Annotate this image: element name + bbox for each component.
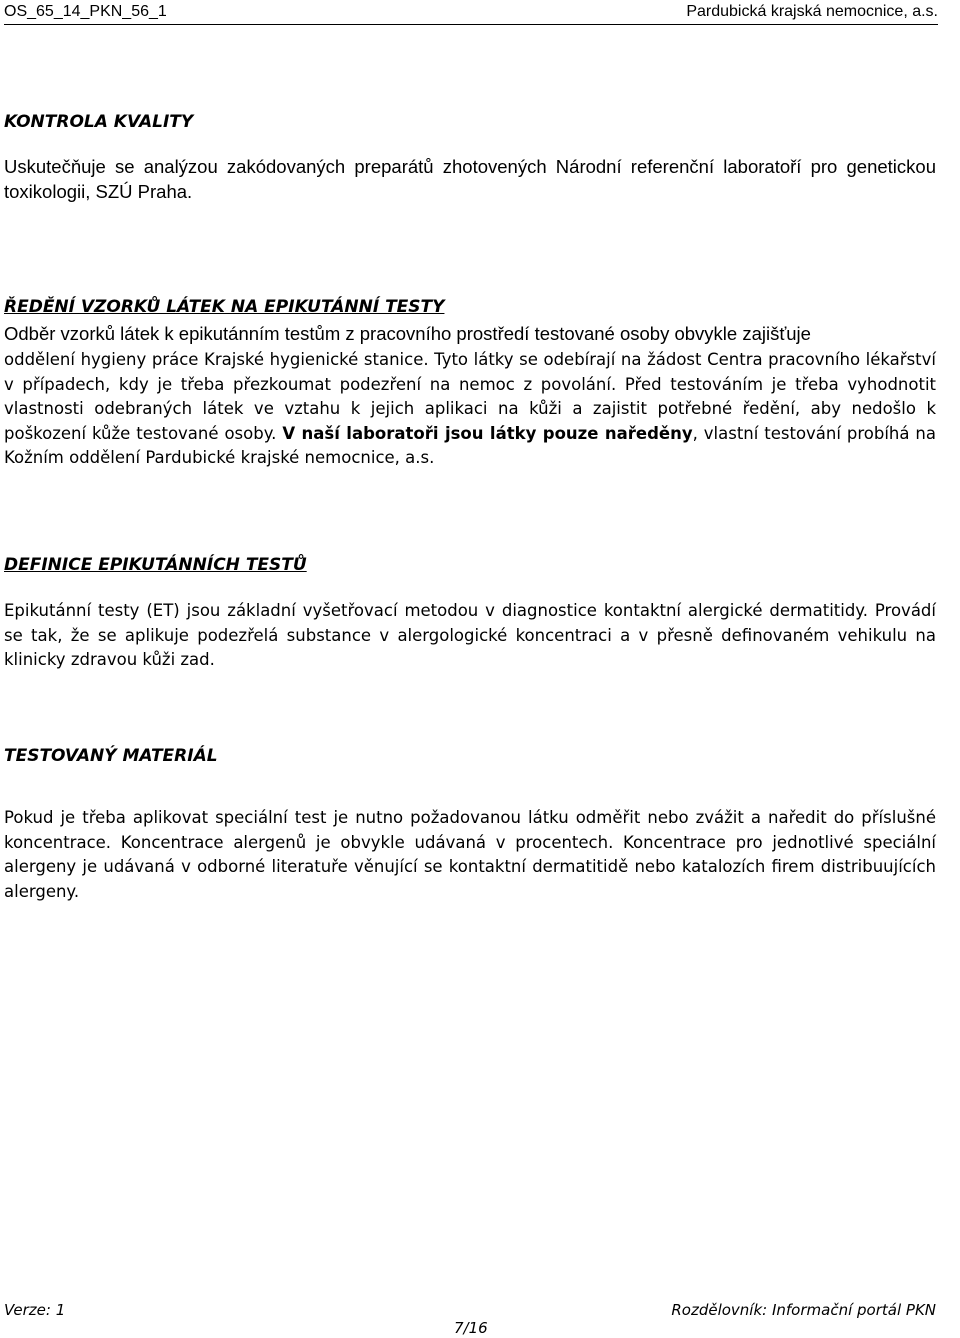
redeni-body-bold: V naší laboratoři jsou látky pouze naředěny	[282, 423, 693, 443]
document-code: OS_65_14_PKN_56_1	[4, 3, 167, 20]
section-title-kontrola-kvality: KONTROLA KVALITY	[4, 112, 194, 132]
redeni-body-tail: , vlastní testování probíhá na Kožním oddělení Pardubické krajské nemocnice, a.s.	[4, 423, 936, 467]
redeni-body-text: oddělení hygieny práce Krajské hygienické stanice. Tyto látky se odebírají na žádost Centra pracovního lékařství v případech, kdy je třeba přezkoumat podezření na nemoc z povolání. Před testováním je třeba vyhodnotit vlastnosti odebraných látek ve vztahu k jejich aplikaci na kůži a zajistit potřebné ředění, aby nedošlo k poškození kůže testované osoby.	[4, 350, 936, 443]
section-paragraph-redeni-intro: Odběr vzorků látek k epikutánním testům z pracovního prostředí testované osoby obvykle zajišťuje	[4, 323, 811, 344]
section-paragraph-kontrola-kvality: Uskutečňuje se analýzou zakódovaných preparátů zhotovených Národní referenční laboratoří pro genetickou toxikologii, SZÚ Praha.	[4, 156, 936, 202]
distribution-label: Rozdělovník: Informační portál PKN	[671, 1301, 936, 1319]
organization-name: Pardubická krajská nemocnice, a.s.	[686, 3, 938, 20]
version-label: Verze: 1	[4, 1301, 66, 1319]
section-title-redeni-vzorku: ŘEDĚNÍ VZORKŮ LÁTEK NA EPIKUTÁNNÍ TESTY	[4, 297, 445, 317]
section-paragraph-definice: Epikutánní testy (ET) jsou základní vyšetřovací metodou v diagnostice kontaktní alergické dermatitidy. Provádí se tak, že se aplikuje podezřelá substance v alergologické koncentraci a v přesně definovaném vehikulu na klinicky zdravou kůži zad.	[4, 601, 936, 669]
page-header	[4, 0, 938, 25]
section-title-testovany-material: TESTOVANÝ MATERIÁL	[4, 746, 218, 766]
section-paragraph-testovany-material: Pokud je třeba aplikovat speciální test je nutno požadovanou látku odměřit nebo zvážit a naředit do příslušné koncentrace. Koncentrace alergenů je obvykle udávaná v procentech. Koncentrace pro jednotlivé speciální alergeny je udávaná v odborné literatuře věnující se kontaktní dermatitidě nebo katalozích firem distribuujících alergeny.	[4, 808, 936, 901]
page-footer	[4, 1299, 936, 1337]
page-number: 7/16	[454, 1319, 488, 1337]
section-title-definice: DEFINICE EPIKUTÁNNÍCH TESTŮ	[4, 555, 307, 575]
section-paragraph-redeni-body	[4, 348, 936, 471]
